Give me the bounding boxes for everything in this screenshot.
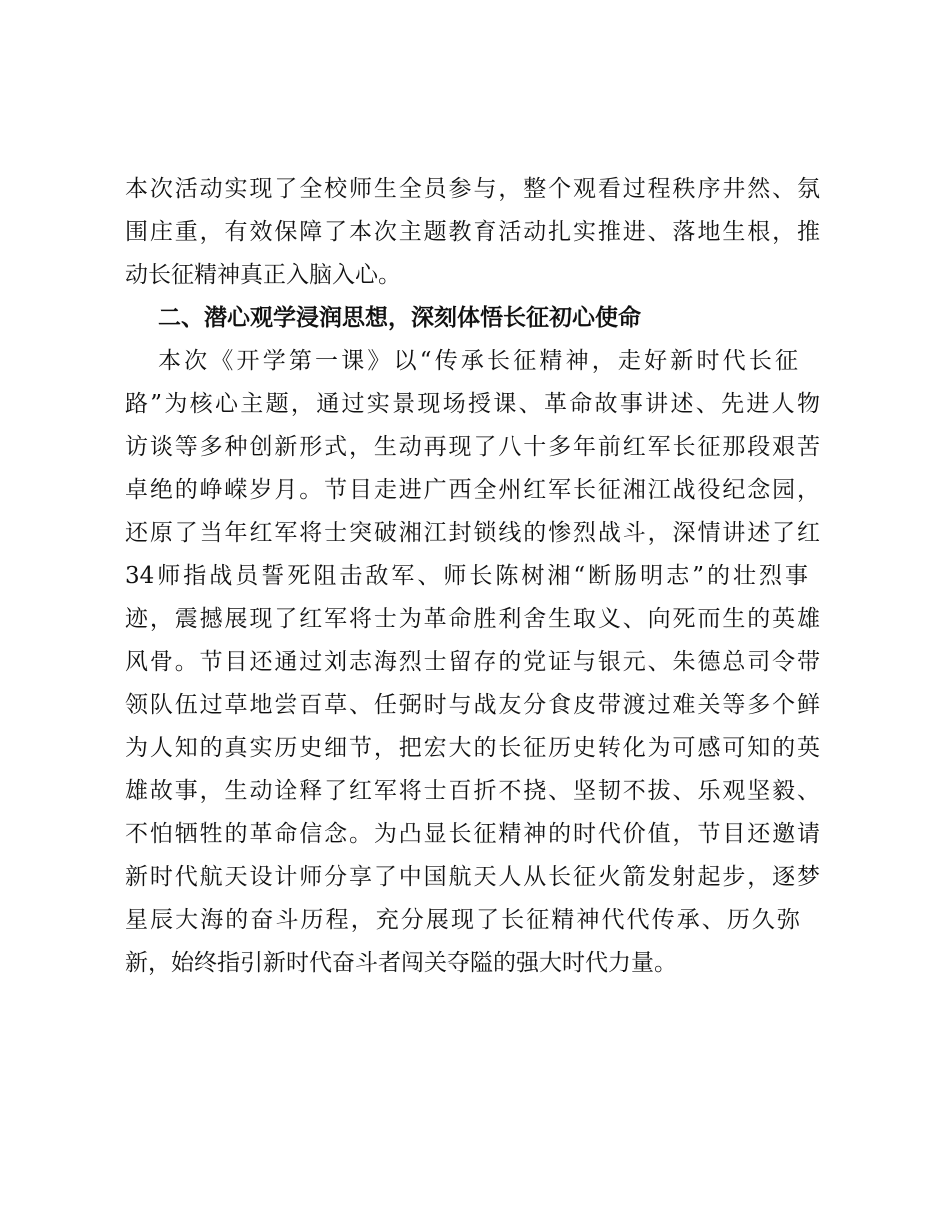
paragraph-line: 为人知的真实历史细节，把宏大的长征历史转化为可感可知的英 [125, 735, 820, 761]
paragraph-line: 路”为核心主题，通过实景现场授课、革命故事讲述、先进人物 [125, 391, 820, 417]
section-heading: 二、潜心观学浸润思想，深刻体悟长征初心使命 [158, 305, 641, 331]
paragraph-line: 不怕牺牲的革命信念。为凸显长征精神的时代价值，节目还邀请 [125, 821, 820, 847]
paragraph-line: 新，始终指引新时代奋斗者闯关夺隘的强大时代力量。 [125, 950, 677, 976]
paragraph-line: 迹，震撼展现了红军将士为革命胜利舍生取义、向死而生的英雄 [125, 606, 820, 632]
paragraph-line: 围庄重，有效保障了本次主题教育活动扎实推进、落地生根，推 [125, 219, 820, 245]
paragraph-line: 雄故事，生动诠释了红军将士百折不挠、坚韧不拔、乐观坚毅、 [125, 778, 820, 804]
paragraph-line: 领队伍过草地尝百草、任弼时与战友分食皮带渡过难关等多个鲜 [125, 692, 820, 718]
paragraph-line: 34师指战员誓死阻击敌军、师长陈树湘“断肠明志”的壮烈事 [125, 563, 808, 589]
paragraph-line: 本次活动实现了全校师生全员参与，整个观看过程秩序井然、氛 [125, 176, 820, 202]
paragraph-line: 新时代航天设计师分享了中国航天人从长征火箭发射起步，逐梦 [125, 864, 820, 890]
paragraph-line: 风骨。节目还通过刘志海烈士留存的党证与银元、朱德总司令带 [125, 649, 820, 675]
paragraph-line: 还原了当年红军将士突破湘江封锁线的惨烈战斗，深情讲述了红 [125, 520, 820, 546]
paragraph-line: 动长征精神真正入脑入心。 [125, 262, 401, 288]
paragraph-line: 卓绝的峥嵘岁月。节目走进广西全州红军长征湘江战役纪念园， [125, 477, 820, 503]
paragraph-line: 星辰大海的奋斗历程，充分展现了长征精神代代传承、历久弥 [125, 907, 800, 933]
paragraph-line: 访谈等多种创新形式，生动再现了八十多年前红军长征那段艰苦 [125, 434, 820, 460]
paragraph-line: 本次《开学第一课》以“传承长征精神，走好新时代长征 [158, 348, 798, 374]
